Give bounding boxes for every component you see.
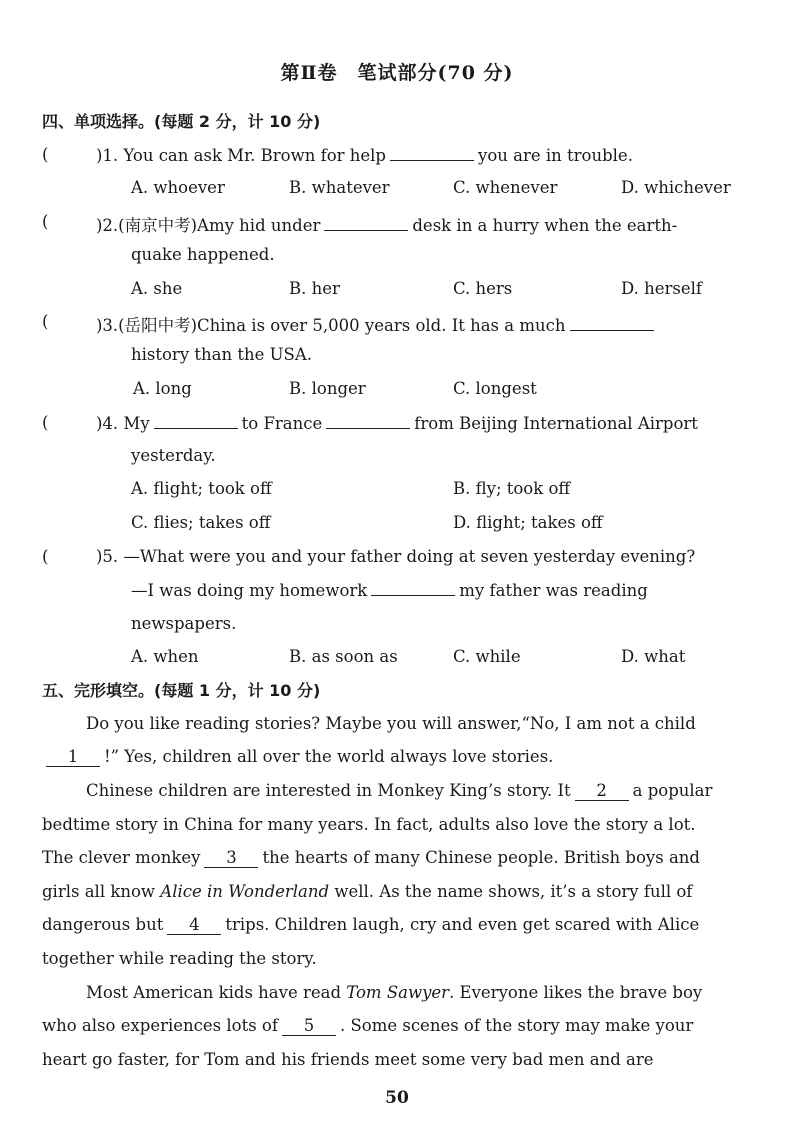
question-5-continuation: newspapers. <box>131 614 237 633</box>
section5-heading: 五、完形填空。(每题 1 分，计 10 分) <box>42 681 321 700</box>
answer-bracket-q2: ( <box>42 212 49 231</box>
paragraph-3-line-2: who also experiences lots of 5 . Some scenes of the story may make your <box>42 1016 694 1035</box>
option-c: C. while <box>453 647 521 666</box>
option-a: A. when <box>131 647 199 666</box>
question-5: )5. —What were you and your father doing at seven yesterday evening? <box>96 547 696 566</box>
paragraph-2-line-6: together while reading the story. <box>42 949 317 968</box>
page-number: 50 <box>385 1088 409 1108</box>
paragraph-2-line-5: dangerous but 4 trips. Children laugh, cry and even get scared with Alice <box>42 915 700 934</box>
paragraph-1-line-1: Do you like reading stories? Maybe you will answer,“No, I am not a child <box>86 714 696 733</box>
option-d: D. whichever <box>621 178 731 197</box>
answer-bracket-q3: ( <box>42 312 49 331</box>
question-2-continuation: quake happened. <box>131 245 275 264</box>
paragraph-3-line-3: heart go faster, for Tom and his friends meet some very bad men and are <box>42 1050 654 1069</box>
answer-bracket-q4: ( <box>42 413 49 432</box>
question-2: )2.(南京中考)Amy hid under desk in a hurry when the earth- <box>96 216 678 235</box>
blank <box>371 580 455 596</box>
page-title: 第Ⅱ卷 笔试部分(70 分) <box>280 62 514 84</box>
option-a: A. whoever <box>131 178 225 197</box>
blank <box>326 413 410 429</box>
blank <box>154 413 238 429</box>
question-3: )3.(岳阳中考)China is over 5,000 years old. It has a much <box>96 312 658 336</box>
question-4-continuation: yesterday. <box>131 446 216 465</box>
question-4: )4. My to France from Beijing International Airport <box>96 414 698 433</box>
option-a: A. she <box>131 279 183 298</box>
blank <box>390 145 474 161</box>
option-c: C. flies; takes off <box>131 513 271 532</box>
book-title-alice: Alice in Wonderland <box>160 882 330 901</box>
cloze-blank-2: 2 <box>575 781 629 801</box>
option-b: B. whatever <box>289 178 390 197</box>
question-3-continuation: history than the USA. <box>131 345 312 364</box>
paragraph-2-line-2: bedtime story in China for many years. In fact, adults also love the story a lot. <box>42 815 696 834</box>
cloze-blank-5: 5 <box>282 1016 336 1036</box>
option-a: A. flight; took off <box>131 479 272 498</box>
option-c: C. longest <box>453 379 537 398</box>
answer-bracket-q5: ( <box>42 547 49 566</box>
cloze-blank-1: 1 <box>46 747 100 767</box>
question-1: )1. You can ask Mr. Brown for help you are in trouble. <box>96 146 633 165</box>
option-b: B. as soon as <box>289 647 398 666</box>
paragraph-2-line-3: The clever monkey 3 the hearts of many Chinese people. British boys and <box>42 848 700 867</box>
paragraph-3-line-1: Most American kids have read Tom Sawyer. Everyone likes the brave boy <box>86 983 703 1002</box>
answer-bracket-q1: ( <box>42 145 49 164</box>
paragraph-1-line-2: 1 !” Yes, children all over the world always love stories. <box>42 747 553 767</box>
option-b: B. longer <box>289 379 366 398</box>
question-5-line2: —I was doing my homework my father was reading <box>131 581 648 600</box>
paragraph-2-line-1: Chinese children are interested in Monkey King’s story. It 2 a popular <box>86 781 713 800</box>
option-d: D. herself <box>621 279 703 298</box>
option-d: D. flight; takes off <box>453 513 603 532</box>
blank <box>324 215 408 231</box>
option-a: A. long <box>133 379 192 398</box>
option-c: C. hers <box>453 279 513 298</box>
paragraph-2-line-4: girls all know Alice in Wonderland well. As the name shows, it’s a story full of <box>42 882 693 901</box>
blank <box>570 315 654 331</box>
option-d: D. what <box>621 647 686 666</box>
book-title-tom-sawyer: Tom Sawyer <box>346 983 450 1002</box>
option-c: C. whenever <box>453 178 558 197</box>
cloze-blank-3: 3 <box>204 848 258 868</box>
cloze-blank-4: 4 <box>167 915 221 935</box>
option-b: B. her <box>289 279 340 298</box>
option-b: B. fly; took off <box>453 479 571 498</box>
section4-heading: 四、单项选择。(每题 2 分，计 10 分) <box>42 112 321 131</box>
